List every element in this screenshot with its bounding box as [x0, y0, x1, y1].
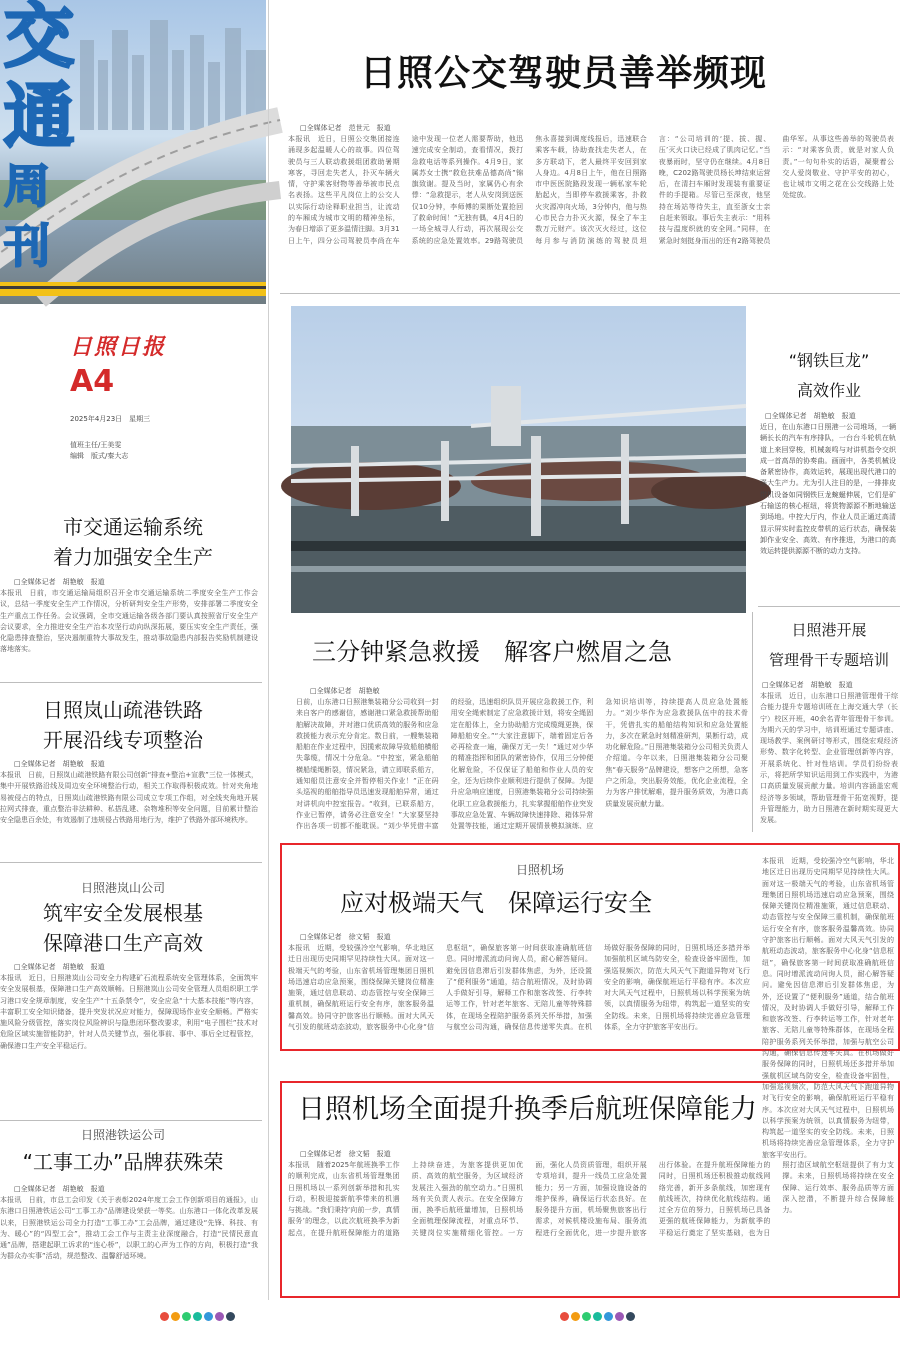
left-story-4-body: 本报讯 日前，市总工会印发《关于表彰2024年度工会工作创新项目的通报》，山东港口日照港铁运公司“工事工办”品牌建设荣获一等奖。山东港口一体化改革发展以来，日照港铁运公司全力打造“工事工办”工会品牌，通过建设“先锋、科技、有为、暖心”的“四型工会”，推动工会工作与主责主业深度融合，打造“民情民意直通”品牌，搭建起职工诉求的“连心桥”，以职工的心声为工作的方向，积极打造“我为群众办实事”活动，规范整改、温馨舒适环境。	[0, 1196, 258, 1261]
photo-story-title-2: 高效作业	[796, 381, 861, 400]
left-story-2-title-1: 日照岚山疏港铁路	[43, 698, 203, 722]
side-story-byline: □全媒体记者 胡艳敏 报道	[762, 681, 853, 689]
registration-dot	[582, 1312, 591, 1321]
top-story-body: 本报讯 近日，日照公交集团接连涌现多起温暖人心的故事。四位驾驶员与三人联动救援组团救助暑期寒客，寻回走失老人，扑灭车辆火情，守护乘客财物等善举被市民点名表扬。这些平凡岗位上的公交人以实际行动诠释职业担当，让流动的车厢成为城市文明的精神坐标，为春日增添了更多温情注脚。3月31日上午，四分公司驾驶员李尚在车途中发现一位老人需要帮助，他迅速完成安全制动，查看情况，拨打急救电话等系列操作。4月9日，家属苏女士携“救危扶难品德高尚”锦旗致谢。提及当时，家属仍心有余悸：“急救提示，老人从安岗到送医仅10分钟，李师傅的果断处置抢回了救命时间！”无独有偶，4月4日的一场全城寻人行动，再次展现公交系统的应急处置效率。29路驾驶员焦永喜接到调度线报后，迅速联合乘客车载，协助查找走失老人，在多方联动下，老人最终平安回到家人身边。4月8日上午，他在日照路市中医医院路段发现一辆私家车轮胎起火，当即停车救援乘客，扑救火灾源冲向火场，3分钟内，他与热心市民合力扑灭火源，保全了车主数万元财产。该次灭火经过，这位每月参与消防演练的驾驶员坦言：“公司培训的‘提、拔、握、压’灭火口诀已经成了肌肉记忆。”当夜暴雨时，坚守仍在继续。4月8日晚，C202路驾驶员杨长坤结束运营后，在清扫车厢时发现装有重要证件的手提箱。尽管已至深夜，他坚持在场站等待失主，直至浙女士亲自赶来领取。事后失主表示：“用科技与温度织就的安全网。”同样，在紧急时刻挺身而出的还有2路驾驶员曲华军。从事这些善举的驾驶员表示：“对乘客负责，就是对家人负责。”一句句朴实的话语，凝聚着公交人爱岗敬业、守护平安的初心，也让城市文明之花在公交线路上处处绽放。	[288, 135, 894, 245]
registration-dot	[182, 1312, 191, 1321]
airport-story-1-byline: □全媒体记者 徐文韬 报道	[300, 933, 391, 941]
airport-story-2-byline: □全媒体记者 徐文韬 报道	[300, 1150, 391, 1158]
middle-story-byline: □全媒体记者 胡艳敏	[310, 687, 380, 695]
registration-dot	[571, 1312, 580, 1321]
section-title	[4, 0, 84, 276]
top-story-byline: □全媒体记者 范世元 报道	[300, 124, 391, 132]
left-story-3-kicker: 日照港岚山公司	[80, 881, 165, 895]
airport-story-1-kicker: 日照机场	[515, 863, 564, 877]
left-story-3-title-1: 筑牢安全发展根基	[43, 901, 203, 925]
side-story-body: 本报讯 近日，山东港口日照港管理骨干综合能力提升专题培训班在上海交通大学（长宁）校区开班，40余名青年管理骨干参训。为期六天的学习中，培训班通过专题讲座、现场教学、案例研讨等形式，围绕宏观经济形势、数字化转型、企业管理创新等内容，开展系统化、针对性培训。学员们纷纷表示，将把所学知识运用到工作实践中，为港口高质量发展贡献力量。培训内容涵盖宏观经济等多领域，帮助管理骨干拓宽视野，提升管理能力，助力日照港在新时期实现更大发展。	[760, 692, 898, 825]
editor-line-1: 值班主任/王美雯	[70, 441, 122, 449]
airport-story-1-body: 本报讯 近期，受较强冷空气影响，华北地区迁日出现历史同期罕见持续性大风。面对这一极端天气的考验，山东省机场管理集团日照机场迅速启动应急预案，围绕保障关键岗位精准施策，通过信息联动、动态管控与安全保障三重机制，确保航班运行安全有序，旅客服务温馨高效。协同守护旅客出行顺畅。面对大风天气引发的航班动态波动，旅客服务中心化身“信息枢纽”，确保旅客第一时间获取准确航班信息。同时增派流动问询人员，耐心解答疑问。避免因信息滞后引发群体焦虑，为外，还设置了“便利服务”通道，结合航班情况，及时协调人手做好引导，解释工作和旅客改签、行李转运等工作，针对老年旅客、无陪儿童等特殊群体，在现场全程陪护服务系列关怀举措，加强与航空公司沟通，确保信息传递零失真。在机场做好服务保障的同时，日照机场还多措并举加强航机区域鸟防安全，检查设备牢固性，加强巡视频次，防范大风天气下跑道异物对飞行安全的影响，确保航班运行平稳有序。本次应对大风天气过程中，日照机场以科学预案为统领，以真情服务为纽带，构筑起一道坚实的安全防线。未来，日照机场将持续完善应急管理体系，全力守护旅客平安出行。	[288, 944, 750, 1032]
left-story-1-body: 本报讯 日前，市交通运输局组织召开全市交通运输系统二季度安全生产工作会议，总结一季度安全生产工作情况，分析研判安全生产形势，安排部署二季度安全生产重点工作任务。会议强调，全市交通运输各级各部门要认真按照省厅安全生产会议要求，全力推进安全生产治本攻坚行动向纵深拓展，要压实安全生产责任，强化隐患排查整治，坚决遏制重特大事故发生，推动事故隐患内部报告奖励机制建设落地落实。	[0, 589, 258, 654]
registration-dot	[626, 1312, 635, 1321]
registration-dot	[204, 1312, 213, 1321]
color-registration-dots-left	[160, 1312, 240, 1322]
left-story-2-byline: □全媒体记者 胡艳敏 报道	[14, 760, 105, 768]
issue-date: 2025年4月23日 星期三	[70, 415, 151, 423]
airport-story-1-title: 应对极端天气 保障运行安全	[340, 889, 652, 917]
section-title-char-1: 交	[4, 0, 74, 77]
middle-story-title: 三分钟紧急救援 解客户燃眉之急	[312, 638, 672, 666]
left-story-3-body: 本报讯 近日，日照港岚山公司安全力构建矿石流程系统安全管理体系，全面筑牢安全发展根基，保障港口生产高效顺畅。日照港岚山公司安全管理人员组织职工学习港口安全规章制度，安全生产“十五条禁令”，安全应急“十大基本技能”等内容，丰富职工安全知识储备，提升突发状况应对能力，保障现场作业安全顺畅。严格实施风险分级管控，落实岗位风险辨识与隐患闭环整改要求，利用“电子围栏”技术对危险区域实施智能防护，针对人员关键节点，强化事前、事中、事后全过程管控，确保港口生产安全平稳运行。	[0, 974, 258, 1050]
airport-story-2-title: 日照机场全面提升换季后航班保障能力	[298, 1094, 757, 1125]
registration-dot	[593, 1312, 602, 1321]
left-story-4-kicker: 日照港铁运公司	[80, 1128, 165, 1142]
left-story-4-title-1: “工事工办”品牌获殊荣	[22, 1150, 224, 1174]
photo-story-byline: □全媒体记者 胡艳敏 报道	[765, 412, 856, 420]
top-story-title: 日照公交驾驶员善举频现	[360, 53, 768, 94]
newspaper-logo: 日照日报	[70, 334, 167, 360]
left-story-1-title-1: 市交通运输系统	[63, 515, 203, 539]
registration-dot	[560, 1312, 569, 1321]
airport-story-1-side-body: 本报讯 近期，受较强冷空气影响，华北地区迁日出现历史同期罕见持续性大风。面对这一极端天气的考验，山东省机场管理集团日照机场迅速启动应急预案，围绕保障关键岗位精准施策，通过信息联动、动态管控与安全保障三重机制，确保航班运行安全有序，旅客服务温馨高效。协同守护旅客出行顺畅。面对大风天气引发的航班动态波动，旅客服务中心化身“信息枢纽”，确保旅客第一时间获取准确航班信息。同时增派流动问询人员，耐心解答疑问。避免因信息滞后引发群体焦虑，为外，还设置了“便利服务”通道，结合航班情况，及时协调人手做好引导，解释工作和旅客改签、行李转运等工作，针对老年旅客、无陪儿童等特殊群体，在现场全程陪护服务系列关怀举措，加强与航空公司沟通，确保信息传递零失真。在机场做好服务保障的同时，日照机场还多措并举加强航机区域鸟防安全，检查设备牢固性，加强巡视频次，防范大风天气下跑道异物对飞行安全的影响，确保航班运行平稳有序。本次应对大风天气过程中，日照机场以科学预案为统领，以真情服务为纽带，构筑起一道坚实的安全防线。未来，日照机场将持续完善应急管理体系，全力守护旅客平安出行。	[762, 857, 894, 1159]
left-story-2-title-2: 开展沿线专项整治	[43, 728, 203, 752]
registration-dot	[604, 1312, 613, 1321]
registration-dot	[193, 1312, 202, 1321]
page-number: A4	[70, 364, 115, 399]
left-story-1-byline: □全媒体记者 胡艳敏 报道	[14, 578, 105, 586]
masthead-banner	[0, 0, 266, 304]
airport-story-2-body: 本报讯 随着2025年航班换季工作的顺利完成，山东省机场管理集团日照机场以一系列创新举措和扎实行动，积极迎接新航季带来的机遇与挑战。“我们秉持‘向前一步，真情服务’的理念，以此次航班换季为新起点，在提升航班保障能力的道路上持续奋进，为旅客提供更加优质、高效的航空服务，为区域经济发展注入强劲的航空动力。”日照机场有关负责人表示。在安全保障方面，换季后航班量增加，日照机场全面梳理保障流程，对重点环节、关键岗位实施精细化管控。一方面，强化人员资质管理，组织开展专项培训，提升一线员工应急处置能力；另一方面，加强设施设备的维护保养，确保运行状态良好。在服务提升方面，机场聚焦旅客出行需求，对候机楼设施布局、服务流程进行全面优化，进一步提升旅客出行体验。在提升航班保障能力的同时，日照机场还积极推动航线网络完善，新开多条航线，加密现有航线班次，持续优化航线结构。通过全方位的努力，日照机场已具备更强的航班保障能力，为新航季的平稳运行奠定了坚实基础，也为日照打造区域航空枢纽提供了有力支撑。未来，日照机场将持续在安全保障、运行效率、服务品质等方面深入挖潜，不断提升综合保障能力。	[288, 1161, 894, 1237]
photo-story-body: 近日，在山东港口日照港一公司堆场，一辆辆长长的汽车有序排队，一台台斗轮机在轨道上来回穿梭，机械轰鸣与对讲机指令交织成一首高昂的协奏曲。画面中，各类机械设备紧密协作，高效运转，展现出现代港口的强大生产力。尤为引人注目的是，一排排皮带机设备如同钢铁巨龙蜿蜒伸展，它们是矿石输送的核心枢纽，将货物源源不断地输送到场地。中控大厅内，作业人员正通过高清显示屏实时监控皮带机的运行状态，确保装卸作业安全、高效、有序推进，为港口的高效运转提供源源不断的动力支持。	[760, 423, 896, 556]
side-story-title-1: 日照港开展	[791, 621, 867, 639]
middle-story-body: 日前，山东港口日照港集装箱分公司收到一封来自客户的感谢信，感谢港口紧急救援帮助船舶解决故障，并对港口优质高效的服务和应急救援能力表示充分肯定。数日前，一艘集装箱船舶在作业过程中，因揽索故障导致船舶横船失靠缆，情况十分危急。“中控室，紧急船舶横船缆绳断裂，情况紧急，请立即联系船方，通知船员注意安全并暂停相关作业！”正在码头巡视的船舶指导员迅速发现船舶异常，通过对讲机向中控室报告。“收到，已联系船方，作业已暂停，请务必注意安全！”大家要坚持作出各项一切都不能耽误。“刘少华凭借丰富的经验，迅速组织队员开展应急救援工作，利用安全绳索制定了应急救援计划，将安全绳固定在船体上，全力协助船方完成缆绳更换，保障船舶安全。”“大家注意脚下，端着固定后各必再检查一遍，确保万无一失！”通过对少华的精准指挥和团队的紧密协作，仅用三分钟便化解危险，不仅保证了船舶和作业人员的安全，还为后续作业顺利进行提供了保障。为提升应急响应速度，日照港集装箱分公司持续强化职工应急救援能力，扎实掌握船舶作业突发事故应急处置、车辆故障快速排除、箱体异常处置等技能，通过定期开展情景模拟演练、应急知识培训等，持续提高人员应急处置能力。“刘少华作为应急救援队伍中的技术骨干，凭借扎实的船舶结构知识和应急处置能力，多次在紧急时刻精准研判，果断行动，成功化解危险。”日照港集装箱分公司相关负责人介绍道。今年以来，日照港集装箱分公司聚焦“春天服务”品牌建设，想客户之所想，急客户之所急，突出服务效能，优化企业流程，全力为客户排忧解难，提升服务质效，为港口高质量发展贡献力量。	[296, 698, 748, 831]
registration-dot	[226, 1312, 235, 1321]
registration-dot	[215, 1312, 224, 1321]
left-story-1-title-2: 着力加强安全生产	[53, 545, 213, 569]
registration-dot	[615, 1312, 624, 1321]
editor-line-2: 编辑 版式/秦大志	[70, 452, 129, 460]
color-registration-dots-right	[560, 1312, 640, 1322]
side-story-title-2: 管理骨干专题培训	[768, 651, 889, 669]
left-story-3-title-2: 保障港口生产高效	[43, 931, 203, 955]
left-story-3-byline: □全媒体记者 胡艳敏 报道	[14, 963, 105, 971]
left-story-2-body: 本报讯 日前，日照岚山疏港铁路有限公司创新“排查+整治+宣教”三位一体模式，集中开展铁路沿线及周边安全环境整治行动，相关工作取得积极成效。针对夹角地易被侵占的特点，日照岚山疏港铁路有限公司成立专项工作组，对全线夹角地开展拉网式排查，重点整治非法耕种、私搭乱建、杂物堆积等安全问题，目前累计整治安全隐患百余处，有效遏制了违规侵占铁路用地行为，维护了铁路外部环境秩序。	[0, 771, 258, 825]
registration-dot	[171, 1312, 180, 1321]
port-conveyor-photo	[291, 306, 746, 613]
photo-story-title-1: “钢铁巨龙”	[788, 351, 870, 370]
left-story-4-byline: □全媒体记者 胡艳敏 报道	[14, 1185, 105, 1193]
section-title-char-2: 通	[4, 75, 74, 157]
section-subtitle: 周刊	[4, 159, 50, 273]
registration-dot	[160, 1312, 169, 1321]
